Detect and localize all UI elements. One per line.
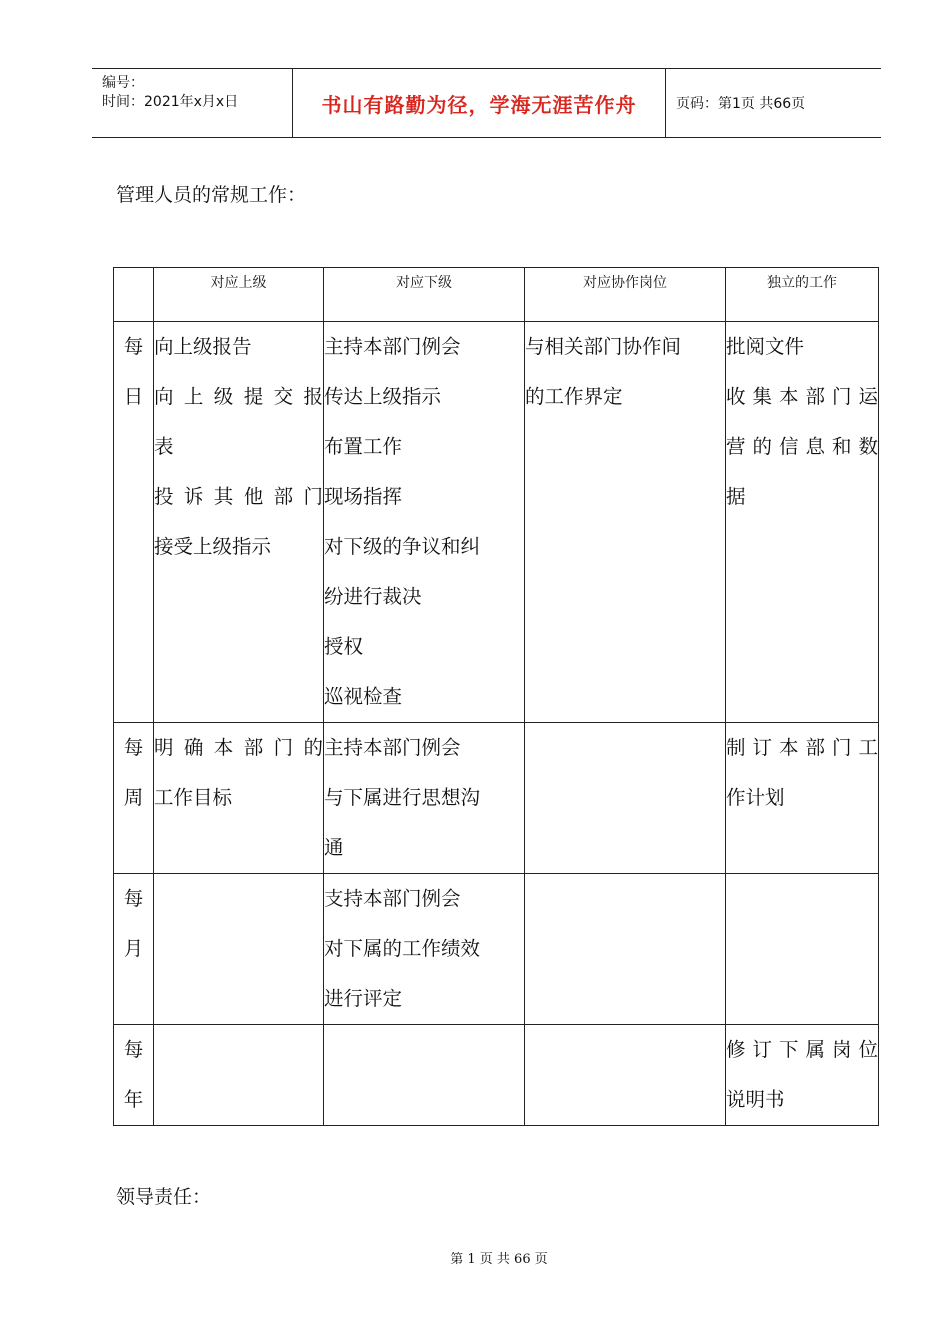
cell-line: 通 — [324, 836, 344, 859]
period-char: 周 — [123, 786, 144, 809]
cell-line: 主持本部门例会 — [324, 335, 461, 358]
cell-line: 制订本部门工 — [726, 736, 878, 759]
cell-line: 批阅文件 — [726, 335, 805, 358]
table-row — [114, 322, 879, 723]
header-cell-superior: 对应上级 — [154, 268, 324, 322]
cell-line: 授权 — [324, 635, 364, 658]
cell-line: 接受上级指示 — [154, 535, 272, 558]
page-footer: 第 1 页 共 66 页 — [450, 1252, 548, 1267]
table-row — [114, 1025, 879, 1126]
cell-independent — [726, 322, 879, 723]
section-title-leadership: 领导责任： — [116, 1186, 212, 1208]
period-char: 年 — [123, 1088, 144, 1111]
cell-superior — [154, 1025, 324, 1126]
cell-line: 投诉其他部门 — [154, 485, 323, 508]
cell-superior — [154, 723, 324, 874]
cell-superior — [154, 874, 324, 1025]
routine-work-table — [113, 267, 879, 1126]
cell-line: 巡视检查 — [324, 685, 403, 708]
cell-line: 现场指挥 — [324, 485, 403, 508]
cell-line: 说明书 — [726, 1088, 785, 1111]
cell-subordinate — [324, 723, 525, 874]
cell-line: 收集本部门运 — [726, 385, 878, 408]
number-label: 编号： — [102, 75, 144, 91]
header-page-info — [666, 69, 881, 137]
cell-line: 向上级报告 — [154, 335, 252, 358]
period-cell — [114, 874, 154, 1025]
header-cell-period — [114, 268, 154, 322]
cell-line: 对下级的争议和纠 — [324, 535, 481, 558]
header-cell-subordinate: 对应下级 — [324, 268, 525, 322]
section-title-routine-work: 管理人员的常规工作： — [116, 184, 307, 206]
cell-line: 作计划 — [726, 786, 785, 809]
cell-independent — [726, 1025, 879, 1126]
cell-line: 纷进行裁决 — [324, 585, 422, 608]
period-char: 月 — [123, 937, 144, 960]
cell-line: 布置工作 — [324, 435, 403, 458]
cell-line: 向上级提交报 — [154, 385, 323, 408]
cell-line: 传达上级指示 — [324, 385, 442, 408]
cell-peer — [525, 723, 726, 874]
cell-subordinate — [324, 322, 525, 723]
cell-line: 与下属进行思想沟 — [324, 786, 481, 809]
period-char: 每 — [123, 736, 144, 759]
time-label: 时间：2021年x月x日 — [102, 94, 239, 110]
period-char: 每 — [123, 1038, 144, 1061]
table-row — [114, 874, 879, 1025]
page-info-text: 页码：第1页 共66页 — [676, 96, 806, 112]
cell-line: 进行评定 — [324, 987, 403, 1010]
cell-subordinate — [324, 874, 525, 1025]
period-cell — [114, 1025, 154, 1126]
header-cell-peer: 对应协作岗位 — [525, 268, 726, 322]
cell-superior — [154, 322, 324, 723]
cell-peer — [525, 322, 726, 723]
cell-line: 主持本部门例会 — [324, 736, 461, 759]
table-header-row — [114, 268, 879, 322]
header-cell-independent: 独立的工作 — [726, 268, 879, 322]
period-char: 每 — [123, 887, 144, 910]
cell-independent — [726, 874, 879, 1025]
cell-peer — [525, 1025, 726, 1126]
cell-line: 据 — [726, 485, 746, 508]
cell-subordinate — [324, 1025, 525, 1126]
period-char: 每 — [123, 335, 144, 358]
cell-line: 支持本部门例会 — [324, 887, 461, 910]
motto-text: 书山有路勤为径，学海无涯苦作舟 — [321, 92, 637, 117]
cell-line: 明确本部门的 — [154, 736, 323, 759]
cell-line: 表 — [154, 435, 174, 458]
cell-line: 修订下属岗位 — [726, 1038, 878, 1061]
table-row — [114, 723, 879, 874]
cell-line: 与相关部门协作间 — [525, 335, 682, 358]
cell-line: 对下属的工作绩效 — [324, 937, 481, 960]
period-cell — [114, 322, 154, 723]
cell-line: 营的信息和数 — [726, 435, 878, 458]
header-motto — [293, 69, 666, 137]
period-char: 日 — [123, 385, 144, 408]
period-cell — [114, 723, 154, 874]
page-header — [92, 68, 881, 138]
cell-independent — [726, 723, 879, 874]
cell-line: 的工作界定 — [525, 385, 623, 408]
header-meta — [92, 69, 293, 137]
cell-peer — [525, 874, 726, 1025]
cell-line: 工作目标 — [154, 786, 233, 809]
